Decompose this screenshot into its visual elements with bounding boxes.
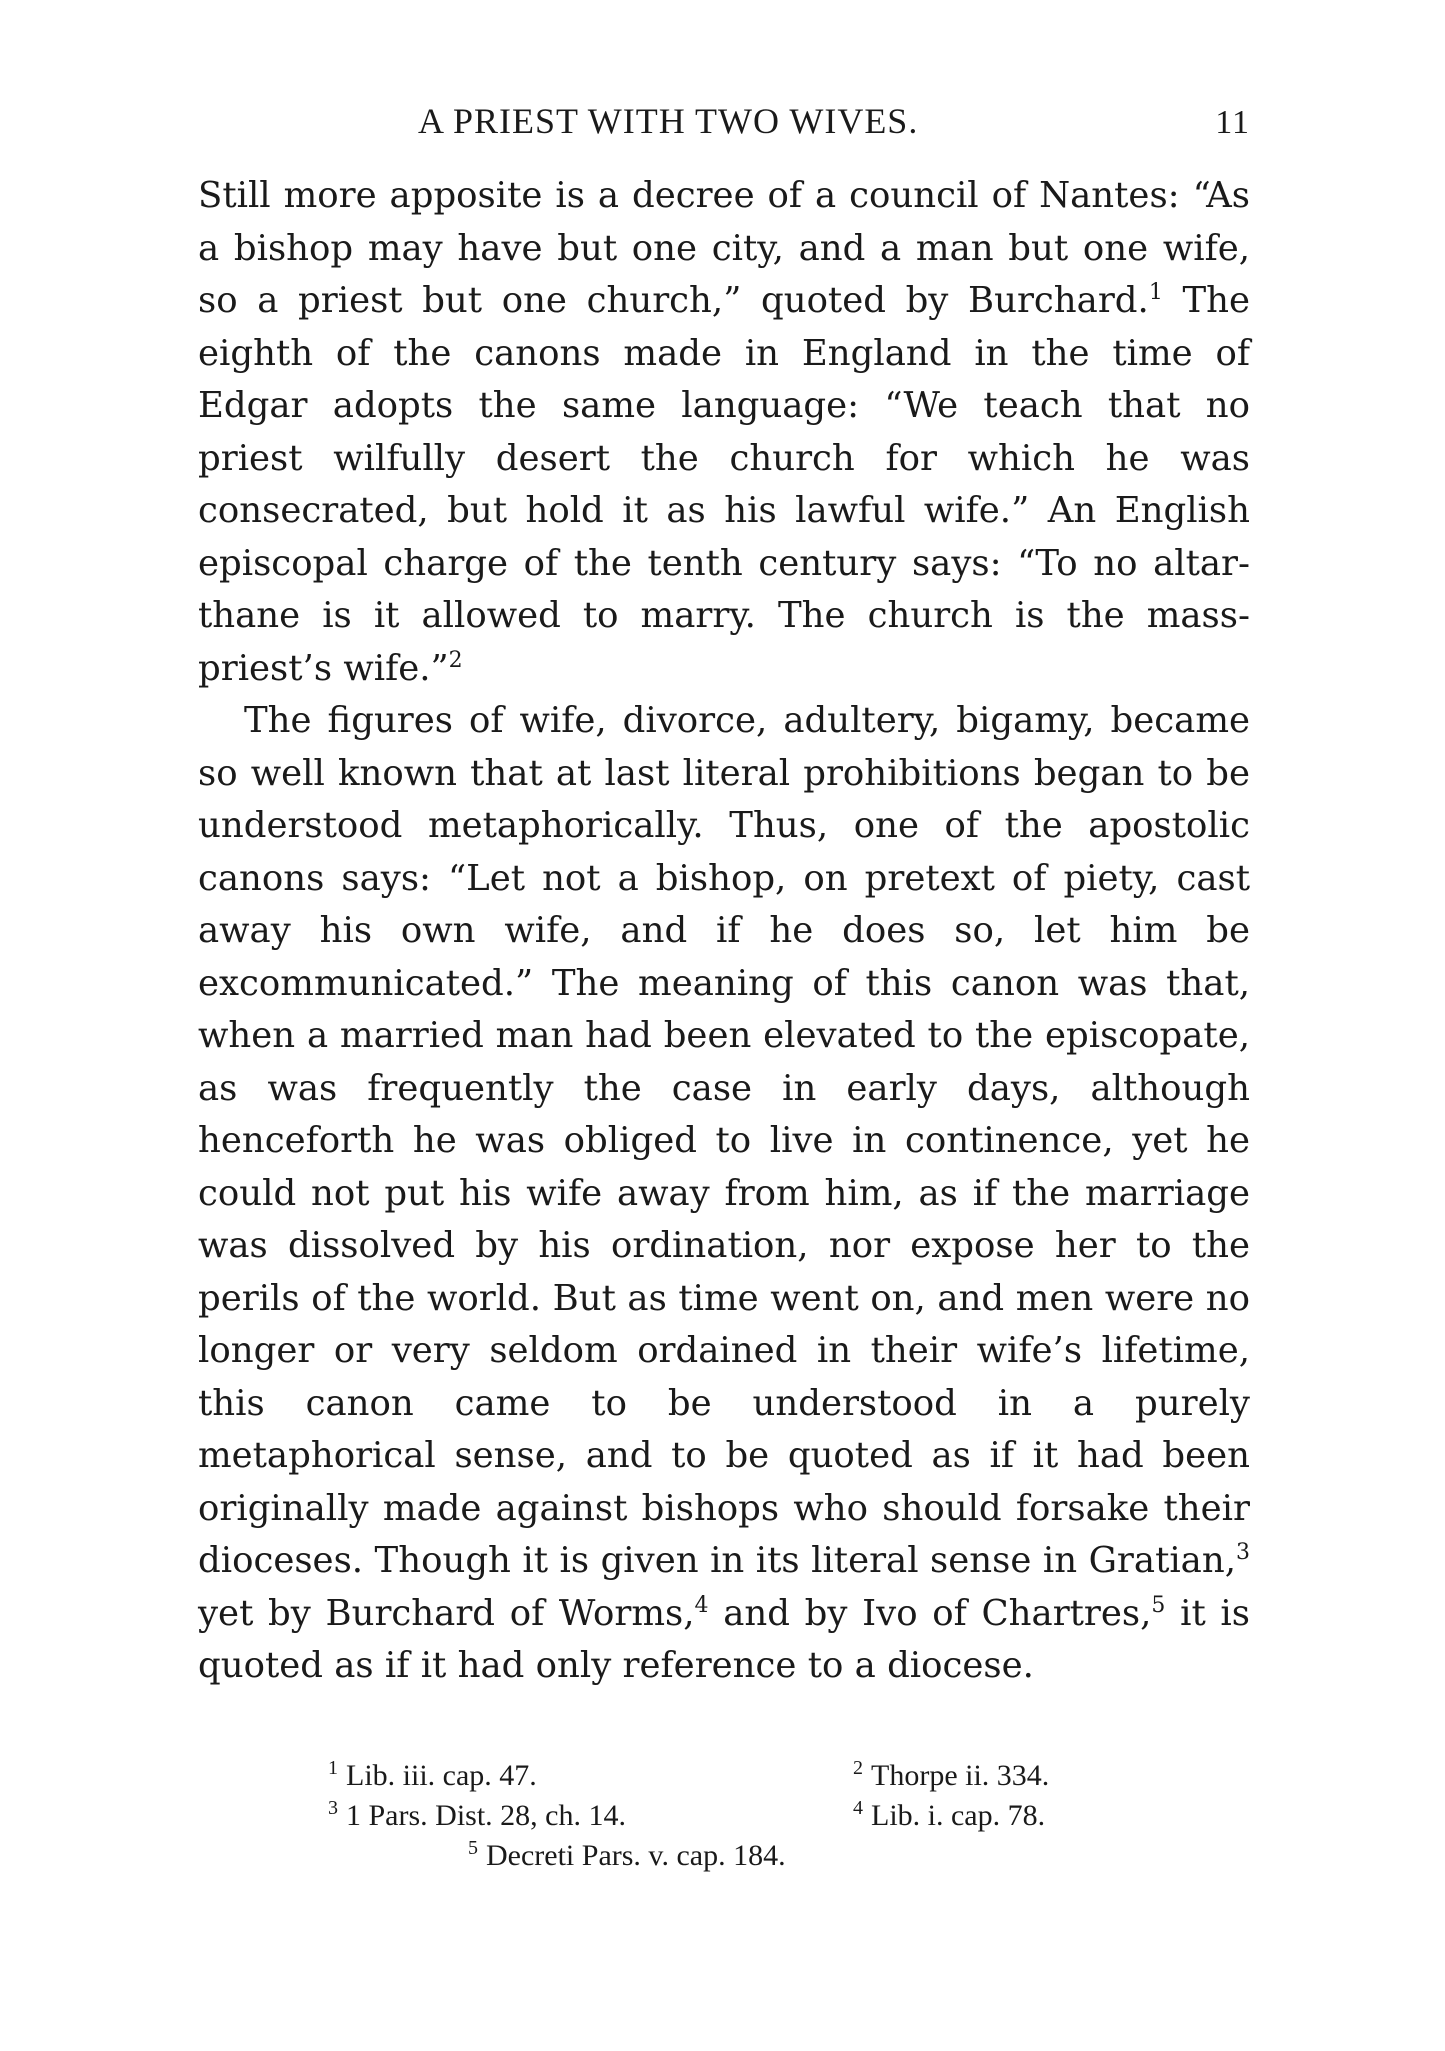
book-page: [198, 96, 1251, 1872]
footnote-text: Lib. i. cap. 78.: [871, 1799, 1046, 1832]
footnote-2: [853, 1756, 1049, 1796]
paragraph-1-text-b: The eighth of the canons made in England in the time of Edgar adopts the same language: “We teach that no priest wilfully desert the church for which he was consecrated, but hold it as his lawful wife.” An English episcopal charge of the tenth century says: “To no altar-thane is it allowed to marry. The church is the mass-priest’s wife.”: [198, 280, 1250, 689]
footnote-row: [328, 1836, 1128, 1876]
footnote-row: [328, 1756, 1128, 1796]
running-title: A PRIEST WITH TWO WIVES.: [418, 101, 919, 141]
paragraph-2-text-a: The figures of wife, divorce, adultery, bigamy, became so well known that at last literal prohibitions began to be understood metaphorically. Thus, one of the apostolic canons says: “Let not a bishop, on pretext of piety, cast away his own wife, and if he does so, let him be excommunicated.” The meaning of this canon was that, when a married man had been elevated to the episcopate, as was frequently the case in early days, although henceforth he was obliged to live in continence, yet he could not put his wife away from him, as if the marriage was dissolved by his ordination, nor expose her to the perils of the world. But as time went on, and men were no longer or very seldom ordained in their wife’s lifetime, this canon came to be understood in a purely metaphorical sense, and to be quoted as if it had been originally made against bishops who should forsake their dioceses. Though it is given in its literal sense in Gratian,: [198, 700, 1250, 1581]
footnote-ref-3: 3: [1236, 1540, 1250, 1566]
footnote-ref-5: 5: [1151, 1592, 1166, 1618]
footnote-text: Thorpe ii. 334.: [871, 1759, 1050, 1792]
footnote-ref-4: 4: [694, 1592, 709, 1618]
footnote-mark: 3: [328, 1797, 338, 1819]
body-text: [198, 170, 1250, 1693]
running-head: [198, 96, 1250, 146]
footnote-ref-1: 1: [1148, 280, 1163, 306]
footnote-ref-2: 2: [448, 647, 463, 673]
paragraph-2-text-d: it is quoted as if it had only reference to a diocese.: [198, 1592, 1251, 1686]
footnotes: [328, 1756, 1128, 1876]
footnote-text: Lib. iii. cap. 47.: [346, 1759, 537, 1792]
paragraph-1: [198, 170, 1250, 695]
paragraph-2-text-c: and by Ivo of Chartres,: [708, 1592, 1152, 1634]
footnote-text: Decreti Pars. v. cap. 184.: [486, 1839, 786, 1872]
paragraph-2: [198, 695, 1250, 1693]
footnote-4: [853, 1796, 1045, 1836]
paragraph-2-text-b: yet by Burchard of Worms,: [198, 1592, 695, 1634]
page-number: 11: [1215, 104, 1250, 141]
footnote-mark: 2: [853, 1757, 863, 1779]
footnote-1: [328, 1756, 537, 1796]
paragraph-1-text-a: Still more apposite is a decree of a council of Nantes: “As a bishop may have but one city, and a man but one wife, so a priest but one church,” quoted by Burchard.: [198, 175, 1250, 321]
footnote-5: [468, 1836, 786, 1876]
footnote-mark: 5: [468, 1837, 478, 1859]
footnote-mark: 1: [328, 1757, 338, 1779]
footnote-row: [328, 1796, 1128, 1836]
footnote-3: [328, 1796, 626, 1836]
footnote-mark: 4: [853, 1797, 863, 1819]
footnote-text: 1 Pars. Dist. 28, ch. 14.: [346, 1799, 626, 1832]
